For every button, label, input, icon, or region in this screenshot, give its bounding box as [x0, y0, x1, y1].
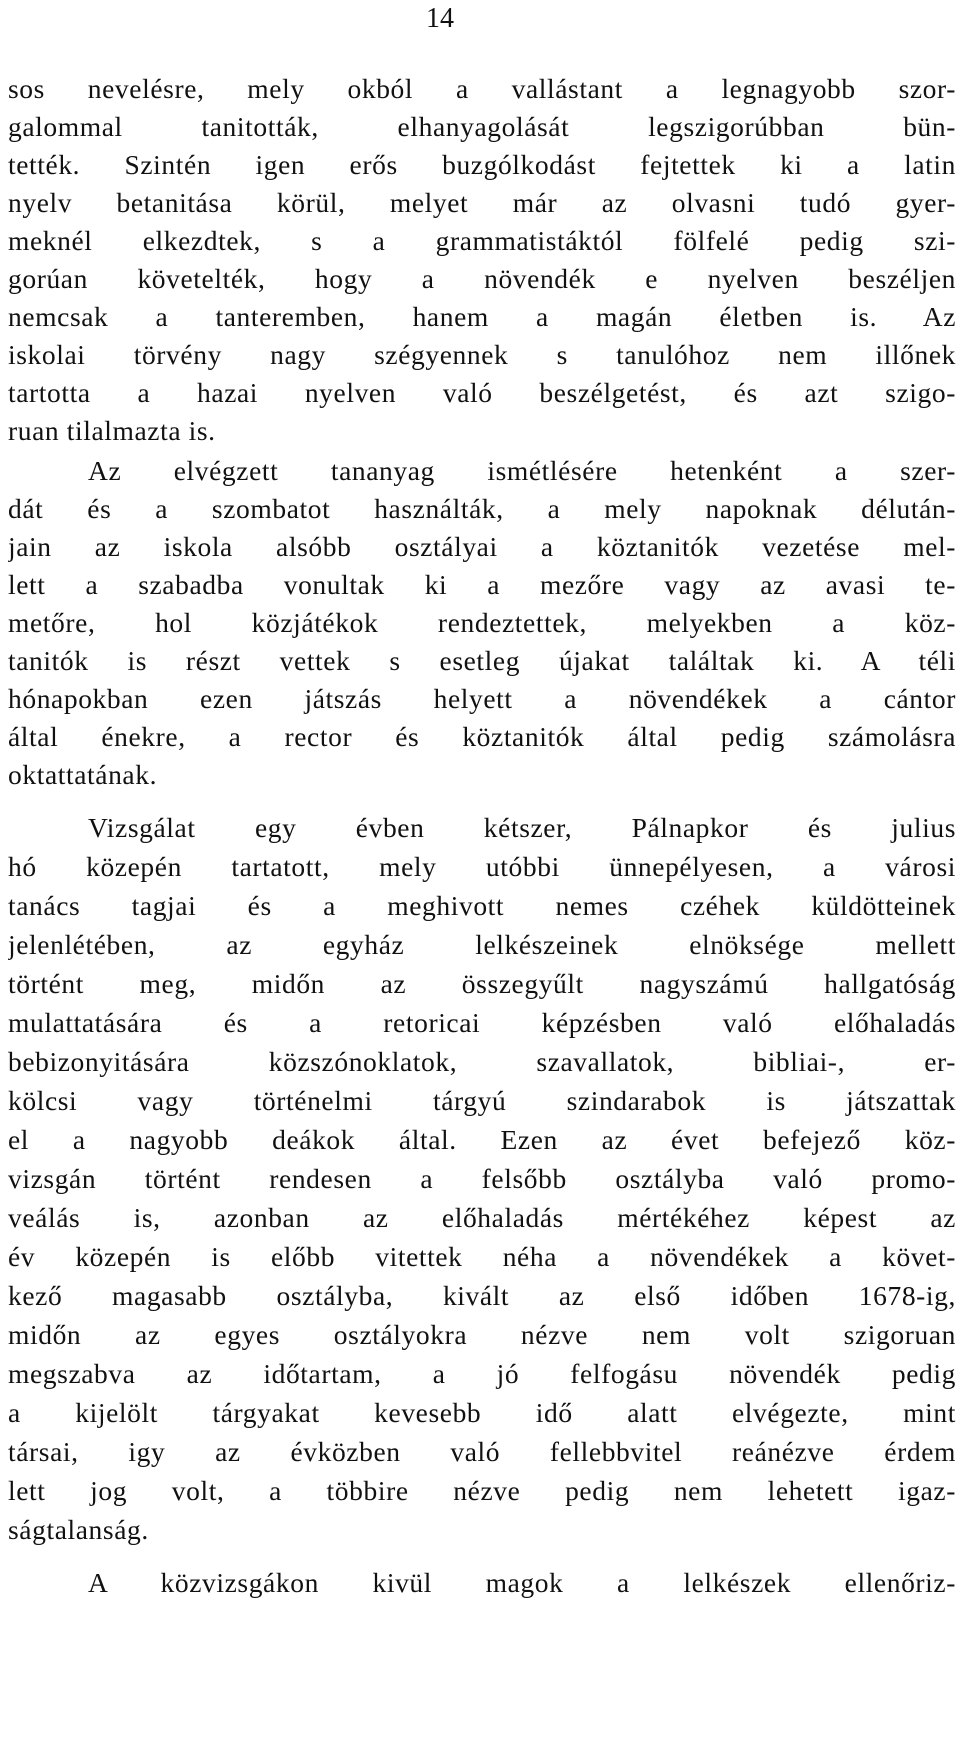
text-line: Vizsgálat egy évben kétszer, Pálnapkor és julius	[88, 812, 956, 843]
text-line: metőre, hol közjátékok rendeztettek, melyekben a köz-	[8, 607, 956, 638]
text-line: veálás is, azonban az előhaladás mértékéhez képest az	[8, 1202, 956, 1233]
text-line: gorúan követelték, hogy a növendék e nyelven beszéljen	[8, 263, 956, 294]
text-line: társai, igy az évközben való fellebbvitel reánézve érdem	[8, 1436, 956, 1467]
text-line: tartotta a hazai nyelven való beszélgetést, és azt szigo-	[8, 377, 956, 408]
text-line: a kijelölt tárgyakat kevesebb idő alatt elvégezte, mint	[8, 1397, 956, 1428]
text-line: bebizonyitására közszónoklatok, szavallatok, bibliai-, er-	[8, 1046, 956, 1077]
text-line: lett jog volt, a többire nézve pedig nem lehetett igaz-	[8, 1475, 956, 1506]
text-line: év közepén is előbb vitettek néha a növendékek a követ-	[8, 1241, 956, 1272]
paragraph-3	[8, 808, 956, 1549]
text-line: jelenlétében, az egyház lelkészeinek elnöksége mellett	[8, 929, 956, 960]
text-line: tanács tagjai és a meghivott nemes czéhek küldötteinek	[8, 890, 956, 921]
text-line: ságtalanság.	[8, 1514, 149, 1545]
text-line: midőn az egyes osztályokra nézve nem volt szigoruan	[8, 1319, 956, 1350]
text-line: meknél elkezdtek, s a grammatistáktól fölfelé pedig szi-	[8, 225, 956, 256]
text-line: nyelv betanitása körül, melyet már az olvasni tudó gyer-	[8, 187, 956, 218]
text-line: ruan tilalmazta is.	[8, 415, 216, 446]
text-line: el a nagyobb deákok által. Ezen az évet befejező köz-	[8, 1124, 956, 1155]
paragraph-2	[8, 452, 956, 794]
text-line: A közvizsgákon kivül magok a lelkészek ellenőriz-	[88, 1567, 956, 1598]
text-line: nemcsak a tanteremben, hanem a magán életben is. Az	[8, 301, 956, 332]
text-line: kölcsi vagy történelmi tárgyú szindarabok is játszattak	[8, 1085, 956, 1116]
text-line: dát és a szombatot használták, a mely napoknak délután-	[8, 493, 956, 524]
paragraph-1	[8, 70, 956, 450]
paragraph-4	[8, 1563, 956, 1602]
text-line: tették. Szintén igen erős buzgólkodást fejtettek ki a latin	[8, 149, 956, 180]
text-line: jain az iskola alsóbb osztályai a köztanitók vezetése mel-	[8, 531, 956, 562]
text-line: galommal tanitották, elhanyagolását legszigorúbban bün-	[8, 111, 956, 142]
text-line: iskolai törvény nagy szégyennek s tanulóhoz nem illőnek	[8, 339, 956, 370]
text-line: megszabva az időtartam, a jó felfogásu növendék pedig	[8, 1358, 956, 1389]
text-line: történt meg, midőn az összegyűlt nagyszámú hallgatóság	[8, 968, 956, 999]
page-number: 14	[426, 3, 454, 34]
text-line: kező magasabb osztályba, kivált az első időben 1678-ig,	[8, 1280, 956, 1311]
text-line: lett a szabadba vonultak ki a mezőre vagy az avasi te-	[8, 569, 956, 600]
document-body	[8, 70, 956, 1602]
text-line: tanitók is részt vettek s esetleg újakat találtak ki. A téli	[8, 645, 956, 676]
text-line: sos nevelésre, mely okból a vallástant a legnagyobb szor-	[8, 73, 956, 104]
text-line: oktattatának.	[8, 759, 158, 790]
text-line: hónapokban ezen játszás helyett a növendékek a cántor	[8, 683, 956, 714]
text-line: mulattatására és a retoricai képzésben való előhaladás	[8, 1007, 956, 1038]
text-line: Az elvégzett tananyag ismétlésére hetenként a szer-	[88, 455, 956, 486]
text-line: hó közepén tartatott, mely utóbbi ünnepélyesen, a városi	[8, 851, 956, 882]
text-line: által énekre, a rector és köztanitók által pedig számolásra	[8, 721, 956, 752]
text-line: vizsgán történt rendesen a felsőbb osztályba való promo-	[8, 1163, 956, 1194]
